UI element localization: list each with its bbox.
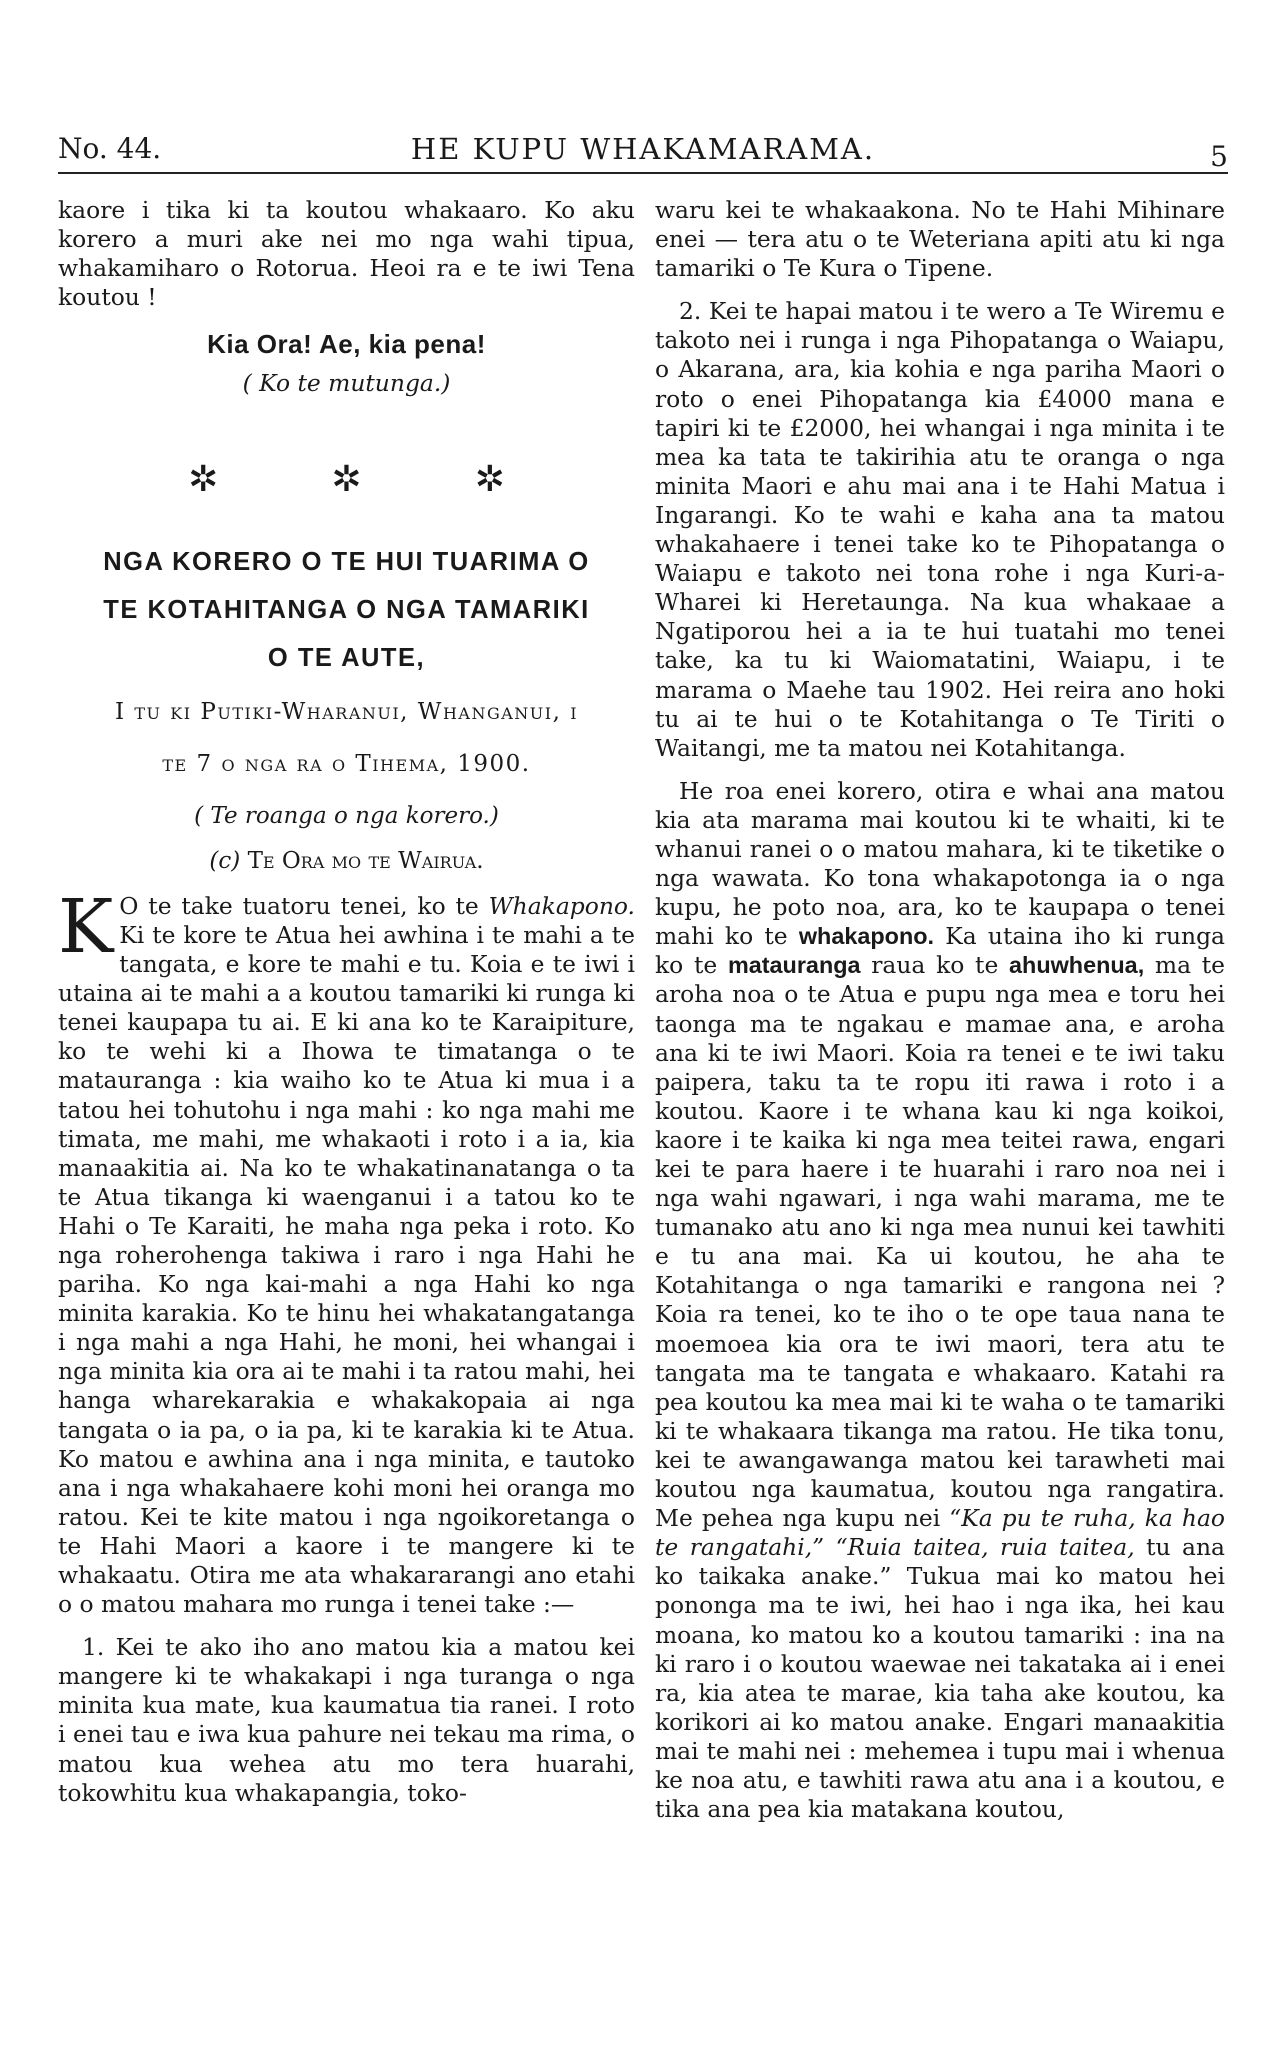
keyword-matauranga: matauranga <box>727 952 861 979</box>
article-title <box>58 538 635 682</box>
publication-title: HE KUPU WHAKAMARAMA. <box>410 132 876 166</box>
title-line: NGA KORERO O TE HUI TUARIMA O <box>103 547 590 576</box>
main-paragraph <box>58 883 635 1619</box>
section-title: Te Ora mo te Wairua. <box>247 847 484 874</box>
left-column <box>58 196 635 1808</box>
mutunga-line: ( Ko te mutunga.) <box>242 369 451 398</box>
intro-paragraph: kaore i tika ki ta koutou whakaaro. Ko aku korero a muri ake nei mo nga wahi tipua, whakamiharo o Rotorua. Heoi ra e te iwi Tena koutou ! <box>58 196 635 312</box>
ornament-star-icon: ✲ <box>474 458 505 500</box>
right-column <box>655 196 1225 1824</box>
closing-text: tu ana ko taikaka anake.” Tukua mai ko matou hei pononga ma te iwi, hei hao i nga ika, hei kau moana, ko matou ko a koutou tamariki : ina na ki raro i o koutou waewae nei takataka ai i enei ra, kia atea te marae, kia taha ake koutou, ka korikori ai ko matou anake. Engari manaakitia mai te mahi nei : mehemea i tupu mai i whenua ke noa atu, e tawhiti rawa atu ana i a koutou, e tika ana pea kia matakana koutou, <box>655 1533 1226 1824</box>
numbered-paragraph-2: 2. Kei te hapai matou i te wero a Te Wiremu e takoto nei i runga i nga Pihopatanga o Waiapu, o Akarana, ara, kia kohia e nga pariha Maori o roto o enei Pihopatanga kia £4000 mana e tapiri ki te £2000, hei whangai i nga minita i te mea ka tata te takirihia atu te oranga o nga minita Maori e ahu mai ana i te Hahi Matua i Ingarangi. Ko te wahi e kaha ana ta matou whakahaere i tenei take ko te Pihopatanga o Waiapu e takoto nei tona rohe i nga Kuri-a-Wharei ki Heretaunga. Na kua whakaae a Ngatiporou hei a ia te hui tuatahi mo tenei take, ka tu ki Waiomatatini, Waiapu, i te marama o Maehe tau 1902. Hei reira ano hoki tu ai te hui o te Kotahitanga o Te Tiriti o Waitangi, me ta matou nei Kotahitanga. <box>655 297 1225 762</box>
closing-paragraph <box>655 777 1225 1824</box>
closing-text: ma te aroha noa o te Atua e pupu nga mea e toru hei taonga ma te ngakau e mamae ana, e aroha ana ki te iwi Maori. Koia ra tenei e te iwi taku paipera, taku ta te ropu iti rawa i roto i a koutou. Kaore i te whana kau ki nga koikoi, kaore i te kaika ki nga mea teitei rawa, engari kei te para haere i te huarahi i raro noa nei i nga wahi ngawari, i nga wahi marama, me te tumanako atu ano ki nga mea nunui kei tawhiti e tu ana mai. Ka ui koutou, he aha te Kotahitanga o nga tamariki e rangona nei ? Koia ra tenei, ko te iho o te ope taua nana te moemoea kia ora te iwi maori, tera atu te tangata ma te tangata e whakaaro. Katahi ra pea koutou ka mea mai ki te waha o te tamariki ki te whakaara tikanga ma ratou. He tika tonu, kei te awangawanga matou kei tarawheti mai koutou nga kaumatua, koutou nga rangatira. Me pehea nga kupu nei <box>655 951 1225 1533</box>
drop-cap: K <box>58 883 114 970</box>
meeting-location: I tu ki Putiki-Wharanui, Whanganui, i <box>114 698 579 725</box>
ornament-star-icon: ✲ <box>188 458 219 500</box>
main-paragraph-emphasis: Whakapono. <box>488 891 635 920</box>
closing-text <box>824 1533 835 1561</box>
section-heading <box>58 847 635 876</box>
continued-paragraph: waru kei te whakaakona. No te Hahi Mihinare enei — tera atu o te Weteriana apiti atu ki nga tamariki o Te Kura o Tipene. <box>655 196 1225 283</box>
title-line: TE KOTAHITANGA O NGA TAMARIKI <box>103 595 590 624</box>
issue-number: No. 44. <box>58 132 162 165</box>
page-number: 5 <box>1210 140 1228 173</box>
numbered-paragraph-1: 1. Kei te ako iho ano matou kia a matou kei mangere ki te whakakapi i nga turanga o nga minita kua mate, kua kaumatua tia ranei. I roto i enei tau e iwa kua pahure nei tekau ma rima, o matou kua wehea atu mo tera huarahi, tokowhitu kua whakapangia, toko- <box>58 1633 635 1807</box>
closing-text: raua ko te <box>860 951 1010 980</box>
main-paragraph-body: Ki te kore te Atua hei awhina i te mahi a te tangata, e kore te mahi e tu. Koia e te iwi i utaina ai te mahi a a koutou tamariki ki runga ki tenei kaupapa tu ai. E ki ana ko te Karaipiture, ko te wehi ki a Ihowa te timatanga o te matauranga : kia waiho ko te Atua ki mua i a tatou hei tohutohu i nga mahi : ko nga mahi me timata, me mahi, me whakaoti i roto i a ia, kia manaakitia ai. Na ko te whakatinanatanga o ta te Atua tikanga ki waenganui i a tatou ko te Hahi o Te Karaiti, he maha nga peka i roto. Ko nga roherohenga takiwa i raro i nga Hahi he pariha. Ko nga kai-mahi a nga Hahi ko nga minita karakia. Ko te hinu hei whakatangatanga i nga mahi a nga Hahi, he moni, hei whangai i nga minita kia ora ai te mahi i ta ratou mahi, hei hanga wharekarakia e whakakopaia ai nga tangata o ia pa, o ia pa, ki te karakia ki te Atua. Ko matou e awhina ana i nga minita, e tautoko ana i nga whakahaere kohi moni hei oranga mo ratou. Kei te kite matou i nga ngoikoretanga o te Hahi Maori a kaore i te mangere ki te whakaatu. Otira me ata whakararangi ano etahi o o matou mahara mo runga i tenei take :— <box>58 920 635 1619</box>
roanga-line: ( Te roanga o nga korero.) <box>194 802 499 829</box>
meeting-date: te 7 o nga ra o Tihema, 1900. <box>162 750 531 777</box>
closing-text: He roa enei korero, otira e whai ana matou kia ata marama mai koutou ki te whaiti, ki te whanui ranei o o matou mahara, ki te tiketike o nga wawata. Ko tona whakapotonga ia o nga kupu, he poto noa, ara, ko te kaupapa o tenei mahi ko te <box>655 776 1225 951</box>
proverb-quote-2: “Ruia taitea, ruia taitea, <box>835 1533 1135 1562</box>
title-line: O TE AUTE, <box>267 643 426 672</box>
keyword-ahuwhenua: ahuwhenua, <box>1009 952 1145 979</box>
ornament-star-icon: ✲ <box>331 458 362 500</box>
section-label: (c) <box>209 847 241 874</box>
ornament-stars <box>132 458 562 500</box>
main-paragraph-start: O te take tuatoru tenei, ko te <box>119 891 489 920</box>
keyword-whakapono: whakapono. <box>798 923 935 950</box>
kia-ora-line: Kia Ora! Ae, kia pena! <box>207 329 486 360</box>
proverb-quote-1: “Ka pu te ruha, ka hao te rangatahi,” <box>655 1504 1225 1562</box>
page-header <box>58 132 1228 174</box>
closing-text: Ka utaina iho ki runga ko te <box>655 922 1225 980</box>
